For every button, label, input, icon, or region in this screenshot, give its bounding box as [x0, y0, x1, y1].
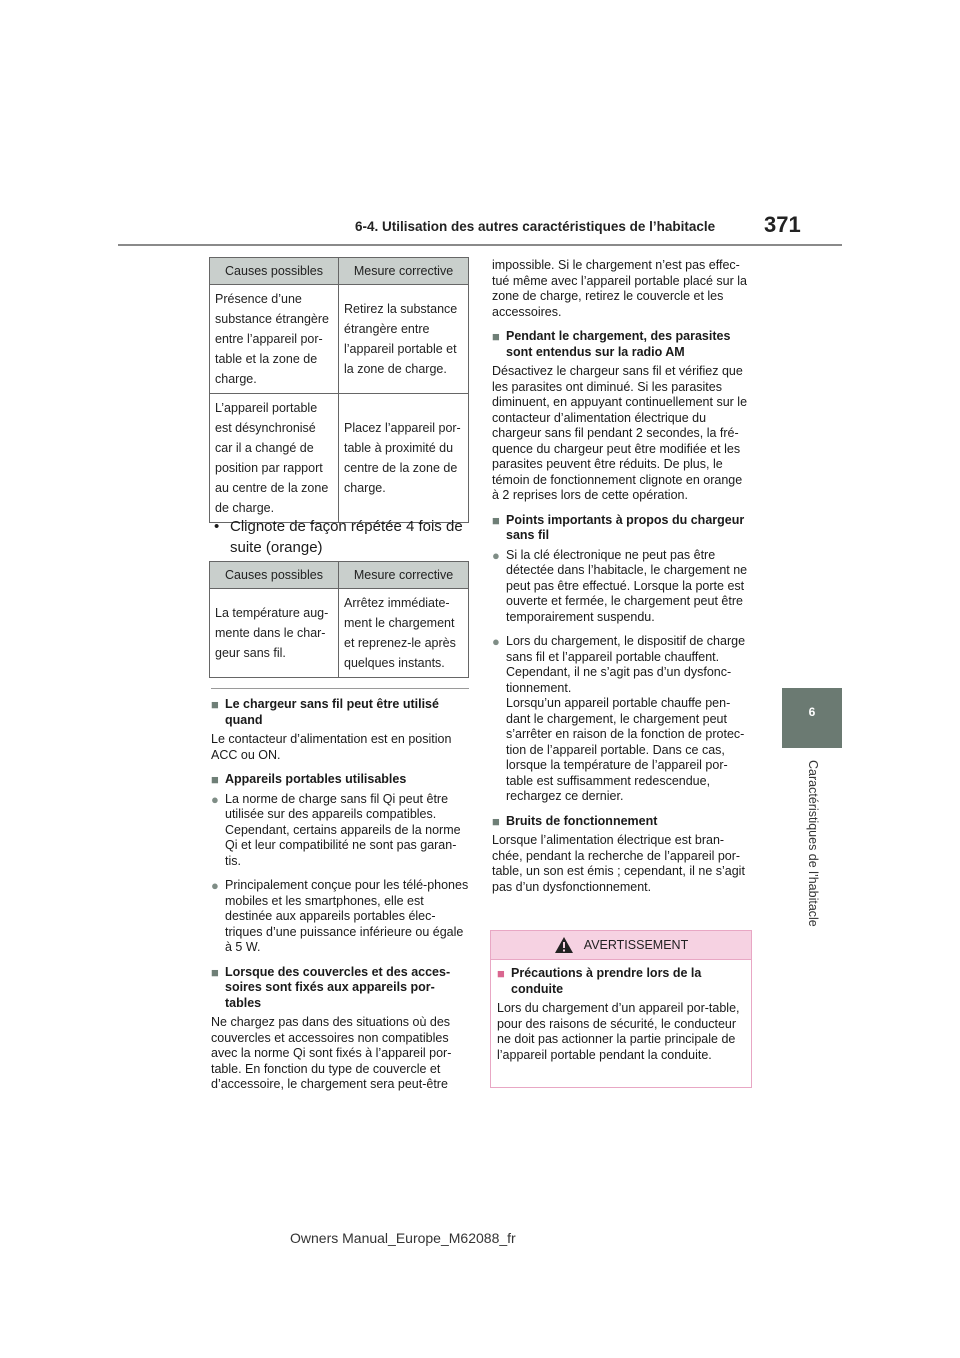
table-header-measure: Mesure corrective	[339, 258, 469, 285]
circle-bullet-icon: ●	[492, 634, 500, 649]
bullet-marker: •	[214, 518, 220, 535]
chapter-tab	[782, 688, 842, 748]
table-row	[210, 589, 469, 678]
list-item: ● Lors du chargement, le dispositif de charge sans fil et l’appareil portable chauffent. Cependant, il ne s’agit pas d’un dysfonc-tionnement. Lorsqu’un appareil portable chauffe pen-dant le chargement, le chargement peut s’arrêter en raison de la fonction de protec-tion de l’appareil portable. Dans ce cas, lorsque la température de l’appareil por-table est suffisamment redescendue, rechargez ce dernier.	[492, 634, 746, 803]
section-text: Désactivez le chargeur sans fil et vérifiez que les parasites ont diminué. Si les parasites diminuent, en appuyant continuellement sur le contacteur d’alimentation électrique du chargeur sans fil pendant 2 secondes, la fré-quence du chargeur peut être modifiée et les parasites peuvent être réduits. De plus, le témoin de fonctionnement clignote en orange à 2 reprises lors de cette opération.	[492, 364, 748, 502]
square-bullet-icon: ■	[492, 512, 500, 528]
table-cell-measure: Retirez la substance étrangère entre l’appareil portable et la zone de charge.	[339, 285, 469, 394]
table-header-causes: Causes possibles	[210, 258, 339, 285]
table-cell-measure: Arrêtez immédiate-ment le chargement et reprenez-le après quelques instants.	[339, 589, 469, 678]
causes-table-1	[209, 257, 469, 523]
square-bullet-icon: ■	[211, 697, 219, 712]
list-item: ● Si la clé électronique ne peut pas être détectée dans l’habitacle, le chargement ne peut pas être effectué. Lorsque la porte est ouverte et fermée, le chargement peut être temporairement suspendu.	[492, 547, 748, 624]
square-bullet-icon: ■	[211, 964, 219, 980]
list-item: ● Principalement conçue pour les télé-phones mobiles et les smartphones, elle est destinée aux appareils portables élec-triques d’une puissance inférieure ou égale à 5 W.	[211, 878, 469, 954]
table-row	[210, 394, 469, 523]
footer-doc-id: Owners Manual_Europe_M62088_fr	[290, 1230, 516, 1246]
warning-triangle-icon	[554, 936, 574, 954]
section-text: Le contacteur d’alimentation est en position ACC ou ON.	[211, 732, 452, 762]
table-cell-measure: Placez l’appareil por-table à proximité du centre de la zone de charge.	[339, 394, 469, 523]
table-header-measure: Mesure corrective	[339, 562, 469, 589]
blink-bullet-text: Clignote de façon répétée 4 fois de suite (orange)	[230, 518, 463, 556]
section-heading: ■ Appareils portables utilisables	[211, 772, 407, 787]
chapter-label: Caractéristiques de l’habitacle	[806, 760, 820, 927]
right-column	[492, 258, 750, 904]
section-title: 6-4. Utilisation des autres caractéristiques de l’habitacle	[355, 219, 716, 234]
section-divider	[211, 688, 469, 689]
section-heading: ■ Bruits de fonctionnement	[492, 813, 658, 829]
table-cell-cause: Présence d’une substance étrangère entre l’appareil por-table et la zone de charge.	[210, 285, 339, 394]
square-bullet-icon: ■	[492, 329, 500, 344]
square-bullet-icon: ■	[211, 772, 219, 787]
warning-box	[490, 930, 752, 1088]
table-cell-cause: L’appareil portable est désynchronisé car il a changé de position par rapport au centre de la zone de charge.	[210, 394, 339, 523]
causes-table-2	[209, 561, 469, 678]
header-divider	[118, 244, 842, 246]
table-cell-cause: La température aug-mente dans le char-geur sans fil.	[210, 589, 339, 678]
table-row	[210, 285, 469, 394]
section-heading: ■ Points importants à propos du chargeur sans fil	[492, 512, 745, 542]
page-number: 371	[764, 212, 801, 237]
table-header-causes: Causes possibles	[210, 562, 339, 589]
section-text: impossible. Si le chargement n’est pas effec-tué même avec l’appareil portable placé sur la zone de charge, retirez le couvercle et les accessoires.	[492, 258, 747, 319]
circle-bullet-icon: ●	[211, 878, 219, 893]
square-bullet-icon: ■	[497, 966, 505, 981]
circle-bullet-icon: ●	[211, 791, 219, 807]
section-heading: ■ Précautions à prendre lors de la conduite	[497, 966, 702, 996]
warning-body	[491, 960, 751, 1063]
warning-text: Lors du chargement d’un appareil por-table, pour des raisons de sécurité, le conducteur ne doit pas actionner la partie principale de l’appareil portable pendant la conduite.	[497, 1001, 740, 1062]
chapter-number: 6	[808, 705, 816, 719]
section-heading: ■ Lorsque des couvercles et des acces-soires sont fixés aux appareils por-tables	[211, 964, 451, 1010]
list-item: ● La norme de charge sans fil Qi peut être utilisée sur des appareils compatibles. Cependant, certains appareils de la norme Qi et leur compatibilité ne sont pas garan-tis.	[211, 791, 461, 868]
section-text: Lorsque l’alimentation électrique est bran-chée, pendant la recherche de l’appareil por-table, un son est émis ; cependant, il ne s’agit pas d’un dysfonctionnement.	[492, 833, 745, 894]
section-text: Ne chargez pas dans des situations où des couvercles et accessoires non compatibles avec la norme Qi sont fixés à l’appareil por-table. En fonction du type de couvercle et d’accessoire, le chargement sera peut-être	[211, 1015, 452, 1091]
warning-header	[491, 931, 751, 960]
left-column	[211, 688, 469, 1102]
square-bullet-icon: ■	[492, 813, 500, 829]
circle-bullet-icon: ●	[492, 547, 500, 563]
section-heading: ■ Pendant le chargement, des parasites sont entendus sur la radio AM	[492, 329, 731, 359]
section-heading: ■ Le chargeur sans fil peut être utilisé quand	[211, 697, 439, 727]
warning-heading: AVERTISSEMENT	[583, 938, 689, 952]
